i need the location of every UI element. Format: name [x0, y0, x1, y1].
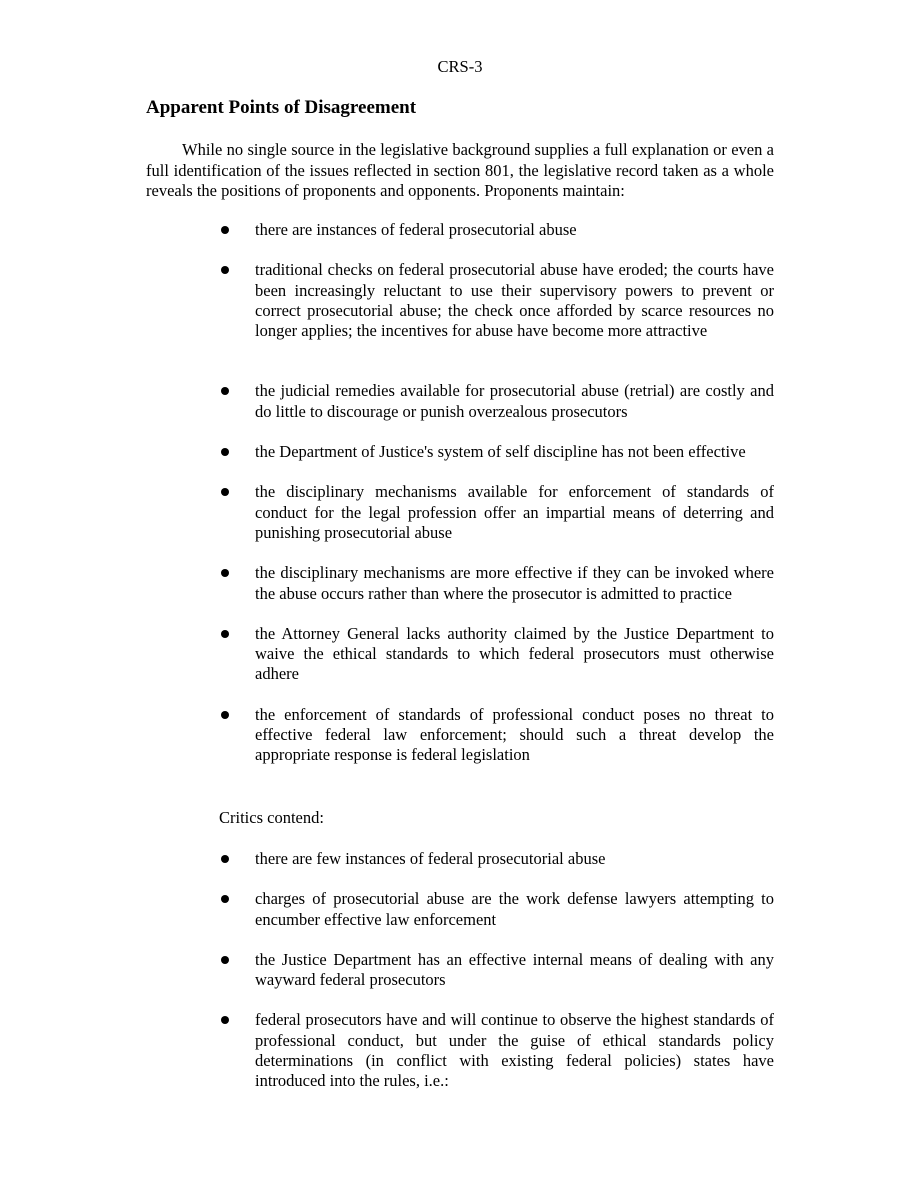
list-item — [219, 482, 774, 543]
list-item-text: the Attorney General lacks authority claimed by the Justice Department to waive the ethical standards to which federal prosecutors must otherwise adhere — [255, 623, 774, 684]
list-item — [219, 442, 774, 462]
list-item-text: there are few instances of federal prosecutorial abuse — [255, 849, 606, 868]
list-item — [219, 563, 774, 604]
page-number: CRS-3 — [437, 57, 483, 76]
list-item-text: there are instances of federal prosecutorial abuse — [255, 220, 577, 239]
bullet-icon — [221, 387, 229, 395]
intro-paragraph: While no single source in the legislative background supplies a full explanation or even a full identification of the issues reflected in section 801, the legislative record taken as a whole reveals the positions of proponents and opponents. Proponents maintain: — [146, 140, 774, 200]
list-item-text: the judicial remedies available for prosecutorial abuse (retrial) are costly and do little to discourage or punish overzealous prosecutors — [255, 381, 774, 421]
list-item — [219, 705, 774, 766]
section-heading: Apparent Points of Disagreement — [146, 97, 417, 118]
list-item — [219, 260, 774, 341]
list-item-text: the Department of Justice's system of self discipline has not been effective — [255, 442, 746, 462]
bullet-icon — [221, 266, 229, 274]
bullet-icon — [221, 488, 229, 496]
list-item — [219, 889, 774, 930]
list-item — [219, 381, 774, 422]
list-item-text: charges of prosecutorial abuse are the work defense lawyers attempting to encumber effective law enforcement — [255, 889, 774, 929]
list-item-text: federal prosecutors have and will continue to observe the highest standards of professional conduct, but under the guise of ethical standards policy determinations (in conflict with existing federal policies) states have introduced into the rules, i.e.: — [255, 1010, 774, 1091]
bullet-icon — [221, 855, 229, 863]
bullet-icon — [221, 448, 229, 456]
bullet-icon — [221, 630, 229, 638]
list-item-text: the enforcement of standards of professional conduct poses no threat to effective federal law enforcement; should such a threat develop the appropriate response is federal legislation — [255, 704, 774, 765]
list-item-text: the Justice Department has an effective internal means of dealing with any wayward federal prosecutors — [255, 949, 774, 990]
list-item — [219, 1010, 774, 1091]
list-item-text: the disciplinary mechanisms are more effective if they can be invoked where the abuse occurs rather than where the prosecutor is admitted to practice — [255, 563, 774, 603]
proponents-list — [219, 220, 774, 766]
list-item-text: traditional checks on federal prosecutorial abuse have eroded; the courts have been increasingly reluctant to use their supervisory powers to prevent or correct prosecutorial abuse; the check once afforded by scarce resources no longer applies; the incentives for abuse have become more attractive — [255, 260, 774, 341]
list-item — [219, 849, 774, 869]
bullet-icon — [221, 895, 229, 903]
list-item-text: the disciplinary mechanisms available for enforcement of standards of conduct for the legal profession offer an impartial means of deterring and punishing prosecutorial abuse — [255, 482, 774, 542]
bullet-icon — [221, 226, 229, 234]
critics-intro: Critics contend: — [219, 808, 324, 827]
bullet-icon — [221, 1016, 229, 1024]
critics-list — [219, 849, 774, 1092]
list-item — [219, 624, 774, 685]
bullet-icon — [221, 711, 229, 719]
list-item — [219, 950, 774, 991]
list-item — [219, 220, 774, 240]
bullet-icon — [221, 956, 229, 964]
bullet-icon — [221, 569, 229, 577]
